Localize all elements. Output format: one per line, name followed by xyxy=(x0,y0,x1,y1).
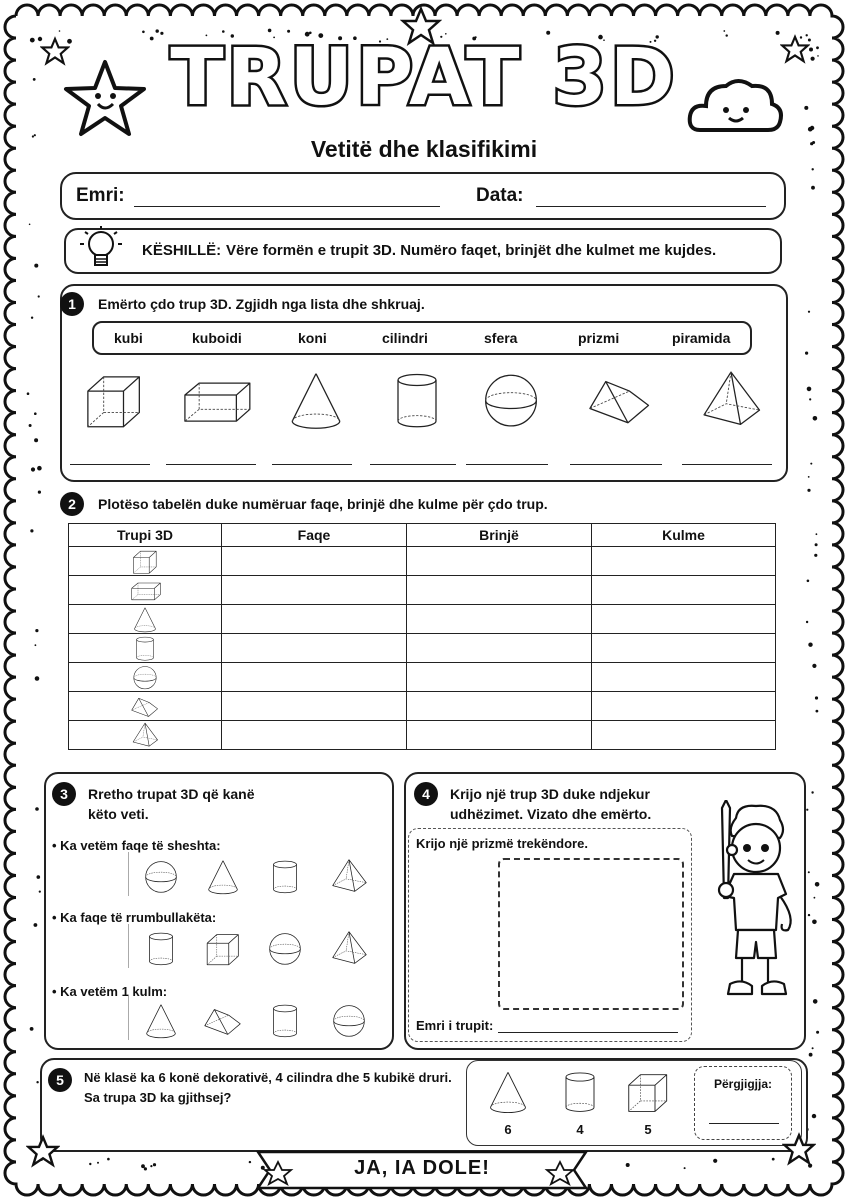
page-subtitle: Vetitë dhe klasifikimi xyxy=(310,136,538,162)
property-label: • Ka vetëm faqe të sheshta: xyxy=(52,838,221,853)
table-row xyxy=(69,663,776,692)
decorative-dot xyxy=(35,629,38,632)
section-1-number: 1 xyxy=(60,292,84,316)
prism-icon xyxy=(128,692,162,720)
answer-cell[interactable] xyxy=(407,605,592,634)
decorative-dot xyxy=(141,1164,145,1168)
shape-choice[interactable] xyxy=(138,928,184,973)
answer-label: Përgjigjja: xyxy=(713,1077,772,1091)
answer-line[interactable] xyxy=(70,464,150,465)
decorative-dot xyxy=(812,1114,816,1118)
cube-icon xyxy=(128,547,162,575)
decorative-dot xyxy=(808,311,810,313)
table-row xyxy=(69,721,776,750)
shape-cell xyxy=(69,547,222,576)
cylinder-icon xyxy=(128,634,162,662)
pyramid-icon xyxy=(326,856,372,896)
shape-choice[interactable] xyxy=(200,1000,246,1045)
decorative-dot xyxy=(809,1053,813,1057)
decorative-dot xyxy=(34,438,38,442)
prism-icon xyxy=(200,1000,246,1040)
decorative-dot xyxy=(89,1163,91,1165)
table-row xyxy=(69,576,776,605)
section-1-instruction: Emërto çdo trup 3D. Zgjidh nga lista dhe shkruaj. xyxy=(98,296,425,312)
answer-cell[interactable] xyxy=(407,692,592,721)
section-4-instruction: Krijo një trup 3D duke ndjekur udhëzimet. Vizato dhe emërto. xyxy=(450,786,652,822)
answer-cell[interactable] xyxy=(592,663,776,692)
decorative-dot xyxy=(35,676,40,681)
decorative-dot xyxy=(36,1081,38,1083)
decorative-dot xyxy=(35,644,37,646)
answer-cell[interactable] xyxy=(407,547,592,576)
decorative-dot xyxy=(816,1031,819,1034)
section-3-instruction: Rretho trupat 3D që kanë këto veti. xyxy=(88,786,255,822)
decorative-dot xyxy=(813,999,818,1004)
shape-name-label: Emri i trupit: xyxy=(416,1018,494,1033)
answer-cell[interactable] xyxy=(592,605,776,634)
answer-cell[interactable] xyxy=(222,547,407,576)
shape-choice[interactable] xyxy=(326,928,372,973)
decorative-dot xyxy=(807,387,812,392)
decorative-dot xyxy=(713,1159,717,1163)
answer-cell[interactable] xyxy=(222,605,407,634)
cube-icon xyxy=(200,928,246,968)
boy-with-pencil-illustration xyxy=(692,800,800,1002)
decorative-dot xyxy=(814,554,817,557)
answer-cell[interactable] xyxy=(222,663,407,692)
decorative-dot xyxy=(29,224,31,226)
section-5-question: Në klasë ka 6 konë dekorativë, 4 cilindra dhe 5 kubikë druri. Sa trupa 3D ka gjithsej? xyxy=(84,1070,452,1105)
date-label: Data: xyxy=(476,185,524,206)
table-header: Faqe xyxy=(222,524,407,547)
answer-cell[interactable] xyxy=(592,547,776,576)
shape-choice[interactable] xyxy=(262,856,308,901)
property-label: • Ka faqe të rrumbullakëta: xyxy=(52,910,217,925)
shape-choice[interactable] xyxy=(262,928,308,973)
answer-box xyxy=(694,1066,792,1140)
divider xyxy=(128,852,129,896)
decorative-dot xyxy=(808,643,812,647)
properties-table xyxy=(68,523,776,750)
decorative-dot xyxy=(810,463,812,465)
answer-cell[interactable] xyxy=(592,721,776,750)
section-2-number: 2 xyxy=(60,492,84,516)
star-icon xyxy=(782,1132,816,1166)
drawing-box[interactable] xyxy=(498,858,684,1010)
sphere-icon xyxy=(473,366,549,432)
decorative-dot xyxy=(815,543,818,546)
section-3-number: 3 xyxy=(52,782,76,806)
cone-icon xyxy=(278,366,354,432)
word-bank-item: sfera xyxy=(484,330,518,346)
decorative-dot xyxy=(807,489,810,492)
cylinder-icon xyxy=(138,928,184,968)
decorative-dot xyxy=(34,264,38,268)
decorative-dot xyxy=(812,664,816,668)
decorative-dot xyxy=(29,424,32,427)
word-bank-item: prizmi xyxy=(578,330,620,346)
pyramid-icon xyxy=(693,366,769,432)
decorative-dot xyxy=(684,1167,686,1169)
date-field[interactable] xyxy=(536,206,766,207)
decorative-dot xyxy=(808,871,810,873)
answer-field[interactable] xyxy=(709,1123,779,1124)
star-icon xyxy=(26,1134,60,1168)
decorative-dot xyxy=(626,1163,630,1167)
section-4-task: Krijo një prizmë trekëndore. xyxy=(416,836,588,851)
count-label: 4 xyxy=(576,1122,584,1137)
answer-line[interactable] xyxy=(682,464,772,465)
answer-line[interactable] xyxy=(466,464,548,465)
word-bank-item: cilindri xyxy=(382,330,428,346)
table-row xyxy=(69,605,776,634)
decorative-dot xyxy=(39,891,41,893)
name-label: Emri: xyxy=(76,185,125,206)
cone-icon xyxy=(128,605,162,633)
cone-icon xyxy=(200,856,246,896)
count-label: 6 xyxy=(504,1122,512,1137)
decorative-dot xyxy=(34,412,37,415)
sphere-icon xyxy=(326,1000,372,1040)
decorative-dot xyxy=(31,317,33,319)
section-2-instruction: Plotëso tabelën duke numëruar faqe, brinjë dhe kulme për çdo trup. xyxy=(98,496,548,512)
shape-cell xyxy=(69,721,222,750)
decorative-dot xyxy=(35,807,39,811)
answer-cell[interactable] xyxy=(407,663,592,692)
table-header: Brinjë xyxy=(407,524,592,547)
cylinder-icon xyxy=(262,856,308,896)
decorative-dot xyxy=(107,1158,110,1161)
word-bank-item: piramida xyxy=(672,330,731,346)
decorative-dot xyxy=(30,1027,34,1031)
shape-choice[interactable] xyxy=(326,1000,372,1045)
answer-cell[interactable] xyxy=(592,634,776,663)
answer-line[interactable] xyxy=(570,464,662,465)
decorative-dot xyxy=(38,491,41,494)
shape-cell xyxy=(69,692,222,721)
cylinder-icon xyxy=(379,366,455,432)
tip-text: Vëre formën e trupit 3D. Numëro faqet, brinjët dhe kulmet me kujdes. xyxy=(226,242,717,259)
decorative-dot xyxy=(814,897,816,899)
shape-choice[interactable] xyxy=(200,856,246,901)
answer-line[interactable] xyxy=(272,464,352,465)
decorative-dot xyxy=(38,295,40,297)
lightbulb-icon xyxy=(76,224,126,276)
decorative-dot xyxy=(31,467,35,471)
table-row xyxy=(69,547,776,576)
cube-icon xyxy=(76,366,152,432)
table-row xyxy=(69,634,776,663)
sphere-icon xyxy=(262,928,308,968)
section-5-number: 5 xyxy=(48,1068,72,1092)
student-info-box xyxy=(60,172,786,220)
cuboid-icon xyxy=(177,366,253,432)
decorative-dot xyxy=(816,710,819,713)
decorative-dot xyxy=(805,352,808,355)
word-bank-item: koni xyxy=(298,330,327,346)
decorative-dot xyxy=(153,1163,156,1166)
decorative-dot xyxy=(144,1167,147,1170)
shape-choice[interactable] xyxy=(138,856,184,901)
table-header: Kulme xyxy=(592,524,776,547)
pyramid-icon xyxy=(326,928,372,968)
decorative-dot xyxy=(808,914,810,916)
sphere-icon xyxy=(128,663,162,691)
cylinder-icon xyxy=(262,1000,308,1040)
decorative-dot xyxy=(816,533,818,535)
table-header: Trupi 3D xyxy=(69,524,222,547)
cone-icon xyxy=(138,1000,184,1040)
prism-icon xyxy=(582,366,658,432)
tip-box xyxy=(64,228,782,274)
decorative-dot xyxy=(809,398,811,400)
answer-cell[interactable] xyxy=(592,692,776,721)
cuboid-icon xyxy=(128,576,162,604)
decorative-dot xyxy=(815,696,818,699)
shape-cell xyxy=(69,576,222,605)
decorative-dot xyxy=(97,1162,99,1164)
answer-cell[interactable] xyxy=(592,576,776,605)
cylinder-icon xyxy=(552,1066,608,1116)
pyramid-icon xyxy=(128,721,162,749)
decorative-dot xyxy=(806,809,808,811)
footer-text: JA, IA DOLE! xyxy=(354,1157,490,1179)
decorative-dot xyxy=(815,882,820,887)
word-bank xyxy=(92,321,752,355)
decorative-dot xyxy=(37,875,41,879)
answer-cell[interactable] xyxy=(407,576,592,605)
shape-choice[interactable] xyxy=(262,1000,308,1045)
decorative-dot xyxy=(34,923,38,927)
decorative-dot xyxy=(806,621,808,623)
word-bank-item: kuboidi xyxy=(192,330,242,346)
word-bank-item: kubi xyxy=(114,330,143,346)
page-title: TRUPAT 3D xyxy=(170,33,678,123)
shape-choice[interactable] xyxy=(200,928,246,973)
answer-line[interactable] xyxy=(370,464,456,465)
answer-cell[interactable] xyxy=(222,721,407,750)
decorative-dot xyxy=(808,476,810,478)
cube-icon xyxy=(620,1066,676,1116)
table-row xyxy=(69,692,776,721)
cone-icon xyxy=(480,1066,536,1116)
answer-cell[interactable] xyxy=(222,634,407,663)
answer-cell[interactable] xyxy=(407,721,592,750)
decorative-dot xyxy=(812,1047,814,1049)
shape-cell xyxy=(69,605,222,634)
decorative-dot xyxy=(249,1161,251,1163)
answer-cell[interactable] xyxy=(407,634,592,663)
property-label: • Ka vetëm 1 kulm: xyxy=(52,984,168,999)
shape-choice[interactable] xyxy=(326,856,372,901)
answer-line[interactable] xyxy=(166,464,256,465)
decorative-dot xyxy=(813,416,818,421)
shape-choice[interactable] xyxy=(138,1000,184,1045)
shape-cell xyxy=(69,663,222,692)
section-4-number: 4 xyxy=(414,782,438,806)
decorative-dot xyxy=(772,1158,775,1161)
decorative-dot xyxy=(811,186,815,190)
decorative-dot xyxy=(812,168,814,170)
shape-cell xyxy=(69,634,222,663)
divider xyxy=(128,996,129,1040)
answer-cell[interactable] xyxy=(222,576,407,605)
decorative-dot xyxy=(150,1165,152,1167)
name-field[interactable] xyxy=(134,206,440,207)
shape-name-field[interactable] xyxy=(498,1032,678,1033)
count-label: 5 xyxy=(644,1122,652,1137)
decorative-dot xyxy=(37,466,42,471)
tip-label: KËSHILLË: xyxy=(142,242,222,259)
decorative-dot xyxy=(811,791,813,793)
divider xyxy=(128,924,129,968)
answer-cell[interactable] xyxy=(222,692,407,721)
decorative-dot xyxy=(807,580,810,583)
decorative-dot xyxy=(812,920,817,925)
sphere-icon xyxy=(138,856,184,896)
decorative-dot xyxy=(27,392,30,395)
decorative-dot xyxy=(30,529,33,532)
